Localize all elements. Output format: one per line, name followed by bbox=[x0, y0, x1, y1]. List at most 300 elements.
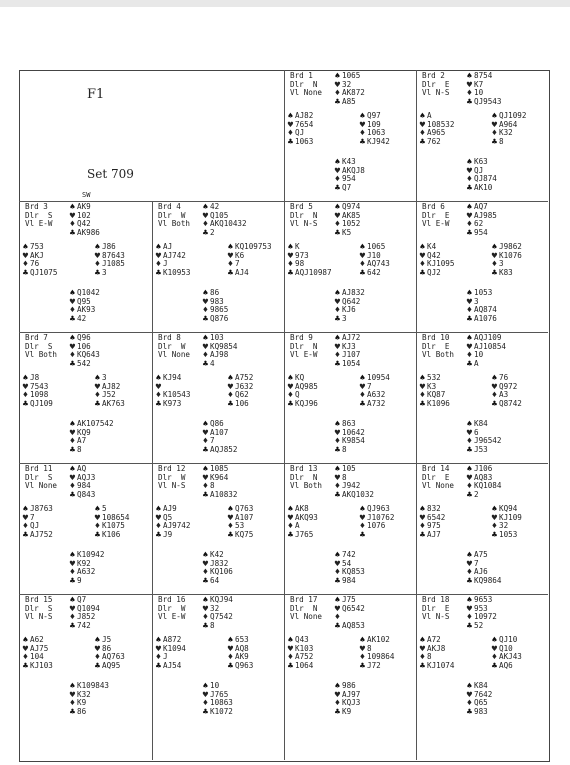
spades-icon: ♠ bbox=[287, 504, 294, 513]
board-number-prefix: Brd bbox=[158, 333, 177, 342]
spades-icon: ♠ bbox=[466, 71, 473, 80]
hearts-icon: ♥ bbox=[334, 472, 341, 482]
east-hand bbox=[490, 112, 526, 146]
suit-cards: A7 bbox=[77, 436, 87, 446]
suit-cards: 3 bbox=[102, 267, 107, 277]
dealer-prefix: Dlr bbox=[290, 341, 313, 351]
suit-cards: 108654 bbox=[102, 512, 130, 522]
suit-cards: J832 bbox=[210, 558, 229, 568]
suit-cards: K4 bbox=[427, 242, 437, 251]
hearts-icon: ♥ bbox=[491, 250, 498, 260]
clubs-icon: ♣ bbox=[287, 660, 294, 670]
diamonds-icon: ♦ bbox=[359, 259, 366, 269]
suit-cards: 6542 bbox=[427, 512, 446, 522]
west-hand bbox=[418, 112, 454, 146]
suit-cards: 109 bbox=[367, 119, 381, 129]
diamonds-icon: ♦ bbox=[94, 521, 101, 531]
suit-line bbox=[490, 662, 522, 671]
spades-icon: ♠ bbox=[69, 333, 76, 342]
spades-icon: ♠ bbox=[334, 550, 341, 559]
suit-line bbox=[201, 491, 237, 500]
suit-cards: Q876 bbox=[210, 313, 229, 323]
suit-cards: 1085 bbox=[210, 464, 229, 473]
spades-icon: ♠ bbox=[466, 595, 473, 604]
dealer-value: N bbox=[312, 210, 318, 220]
east-hand bbox=[93, 243, 125, 277]
spades-icon: ♠ bbox=[69, 288, 76, 297]
suit-cards: AQJ10987 bbox=[295, 267, 332, 277]
board-2 bbox=[418, 72, 550, 203]
diamonds-icon: ♦ bbox=[202, 698, 209, 708]
north-hand bbox=[68, 203, 100, 237]
spades-icon: ♠ bbox=[491, 111, 498, 120]
suit-cards: 7 bbox=[367, 381, 372, 391]
dealer-prefix: Dlr bbox=[290, 210, 313, 220]
hearts-icon: ♥ bbox=[155, 250, 162, 260]
suit-cards: K92 bbox=[77, 558, 91, 568]
vulnerability bbox=[25, 220, 52, 229]
suit-cards: A3 bbox=[499, 390, 509, 400]
sw-label: SW bbox=[82, 191, 91, 199]
board-number-prefix: Brd bbox=[290, 333, 309, 342]
suit-cards: Q1042 bbox=[77, 288, 100, 297]
west-hand bbox=[286, 636, 313, 670]
south-hand bbox=[333, 158, 365, 192]
suit-cards: 86 bbox=[77, 706, 87, 716]
board-17 bbox=[286, 596, 418, 727]
suit-cards: 9 bbox=[77, 575, 82, 585]
suit-line bbox=[21, 531, 53, 540]
hearts-icon: ♥ bbox=[334, 558, 341, 568]
suit-line bbox=[226, 400, 253, 409]
clubs-icon: ♣ bbox=[202, 444, 209, 454]
hearts-icon: ♥ bbox=[419, 512, 426, 522]
dealer-prefix: Dlr bbox=[422, 210, 445, 220]
vulnerability-value: N-S bbox=[171, 481, 186, 491]
diamonds-icon: ♦ bbox=[334, 481, 341, 491]
clubs-icon: ♣ bbox=[227, 529, 234, 539]
suit-cards: Q7542 bbox=[210, 612, 233, 622]
suit-line bbox=[418, 662, 454, 671]
suit-line bbox=[333, 184, 365, 193]
east-hand bbox=[226, 243, 272, 277]
vulnerability-value: N-S bbox=[435, 612, 450, 622]
diamonds-icon: ♦ bbox=[466, 350, 473, 360]
suit-cards: 108532 bbox=[427, 119, 455, 129]
suit-cards: 9865 bbox=[210, 305, 229, 315]
spades-icon: ♠ bbox=[466, 157, 473, 166]
clubs-icon: ♣ bbox=[419, 529, 426, 539]
spades-icon: ♠ bbox=[227, 635, 234, 644]
suit-cards: 10 bbox=[474, 350, 484, 360]
vulnerability-value: E-W bbox=[38, 219, 53, 229]
vulnerability bbox=[422, 89, 449, 98]
clubs-icon: ♣ bbox=[491, 136, 498, 146]
suit-cards: 1076 bbox=[367, 521, 386, 531]
suit-cards: 6 bbox=[474, 427, 479, 437]
hearts-icon: ♥ bbox=[419, 250, 426, 260]
west-hand bbox=[418, 243, 454, 277]
suit-cards: AJ75 bbox=[30, 643, 49, 653]
north-hand bbox=[333, 203, 360, 237]
north-hand bbox=[68, 596, 100, 630]
diamonds-icon: ♦ bbox=[491, 259, 498, 269]
suit-cards: AJ832 bbox=[342, 288, 365, 297]
vulnerability bbox=[158, 613, 185, 622]
board-16 bbox=[154, 596, 286, 727]
east-hand bbox=[358, 112, 390, 146]
suit-cards: A bbox=[474, 358, 479, 368]
suit-cards: 109864 bbox=[367, 652, 395, 662]
vulnerability-value: None bbox=[303, 88, 323, 98]
board-14 bbox=[418, 465, 550, 596]
suit-cards: 7654 bbox=[295, 119, 314, 129]
vulnerability-value: N-S bbox=[38, 612, 53, 622]
suit-line bbox=[226, 531, 253, 540]
suit-line bbox=[465, 491, 501, 500]
diamonds-icon: ♦ bbox=[155, 521, 162, 531]
diamonds-icon: ♦ bbox=[419, 259, 426, 269]
clubs-icon: ♣ bbox=[419, 267, 426, 277]
clubs-icon: ♣ bbox=[202, 575, 209, 585]
clubs-icon: ♣ bbox=[466, 182, 473, 192]
dealer-prefix: Dlr bbox=[158, 472, 181, 482]
diamonds-icon: ♦ bbox=[466, 219, 473, 229]
suit-cards: 42 bbox=[210, 202, 220, 211]
suit-cards: J75 bbox=[342, 595, 356, 604]
diamonds-icon: ♦ bbox=[287, 652, 294, 662]
spades-icon: ♠ bbox=[227, 373, 234, 382]
suit-cards: 103 bbox=[210, 333, 224, 342]
suit-cards: 10 bbox=[474, 88, 484, 98]
suit-line bbox=[465, 446, 501, 455]
dealer-value: N bbox=[312, 341, 318, 351]
suit-cards: A bbox=[295, 521, 300, 531]
west-hand bbox=[154, 505, 190, 539]
diamonds-icon: ♦ bbox=[287, 128, 294, 138]
suit-cards: 1064 bbox=[295, 660, 314, 670]
suit-cards: KQ94 bbox=[499, 504, 518, 513]
suit-cards: AQ95 bbox=[102, 660, 121, 670]
board-number-value: 1 bbox=[308, 71, 313, 80]
board-11 bbox=[21, 465, 153, 596]
dealer-value: E bbox=[444, 210, 450, 220]
suit-cards: K3 bbox=[427, 381, 437, 391]
suit-cards: 2 bbox=[474, 489, 479, 499]
suit-cards: K84 bbox=[474, 419, 488, 428]
dealer-value: S bbox=[47, 472, 53, 482]
suit-cards: 32 bbox=[499, 521, 509, 531]
suit-cards: A752 bbox=[235, 373, 254, 382]
suit-cards: KQ109753 bbox=[235, 242, 272, 251]
clubs-icon: ♣ bbox=[287, 529, 294, 539]
suit-cards: KQ9854 bbox=[210, 341, 238, 351]
suit-cards: J10762 bbox=[367, 512, 395, 522]
clubs-icon: ♣ bbox=[466, 706, 473, 716]
west-hand bbox=[418, 505, 445, 539]
hearts-icon: ♥ bbox=[466, 427, 473, 437]
suit-cards: AK872 bbox=[342, 88, 365, 98]
suit-cards: 1053 bbox=[474, 288, 493, 297]
suit-cards: QJ bbox=[30, 521, 40, 531]
diamonds-icon: ♦ bbox=[287, 390, 294, 400]
vulnerability-prefix: Vl bbox=[422, 350, 436, 360]
hearts-icon: ♥ bbox=[466, 689, 473, 699]
east-hand bbox=[93, 636, 125, 670]
suit-line bbox=[358, 531, 394, 540]
west-hand bbox=[154, 243, 190, 277]
diamonds-icon: ♦ bbox=[466, 436, 473, 446]
clubs-icon: ♣ bbox=[491, 267, 498, 277]
clubs-icon: ♣ bbox=[334, 96, 341, 106]
suit-cards: J96542 bbox=[474, 436, 502, 446]
hearts-icon: ♥ bbox=[287, 381, 294, 391]
suit-cards: 32 bbox=[210, 603, 220, 613]
board-number-value: 5 bbox=[308, 202, 313, 211]
suit-cards: 64 bbox=[210, 575, 220, 585]
diamonds-icon: ♦ bbox=[419, 128, 426, 138]
clubs-icon: ♣ bbox=[69, 444, 76, 454]
suit-cards: KQ106 bbox=[210, 567, 233, 577]
suit-cards: 954 bbox=[342, 174, 356, 184]
suit-cards: J bbox=[163, 652, 168, 662]
board-8 bbox=[154, 334, 286, 465]
dealer-value: E bbox=[444, 603, 450, 613]
vulnerability bbox=[290, 351, 317, 360]
spades-icon: ♠ bbox=[419, 242, 426, 251]
diamonds-icon: ♦ bbox=[22, 521, 29, 531]
board-number-prefix: Brd bbox=[25, 202, 44, 211]
dealer-prefix: Dlr bbox=[158, 341, 181, 351]
suit-cards: 76 bbox=[30, 259, 40, 269]
board-number-prefix: Brd bbox=[422, 333, 441, 342]
suit-line bbox=[93, 269, 125, 278]
diamonds-icon: ♦ bbox=[466, 174, 473, 184]
board-number-value: 6 bbox=[440, 202, 445, 211]
suit-cards: 10 bbox=[210, 681, 220, 690]
suit-cards: 953 bbox=[474, 603, 488, 613]
east-hand bbox=[93, 505, 129, 539]
clubs-icon: ♣ bbox=[94, 267, 101, 277]
board-number-prefix: Brd bbox=[422, 595, 441, 604]
suit-cards: AJ54 bbox=[163, 660, 182, 670]
suit-line bbox=[154, 269, 190, 278]
south-hand bbox=[333, 420, 365, 454]
north-hand bbox=[465, 334, 506, 368]
suit-cards: AQ853 bbox=[342, 620, 365, 630]
suit-cards: QJ109 bbox=[30, 398, 53, 408]
suit-line bbox=[358, 138, 390, 147]
suit-cards: 642 bbox=[367, 267, 381, 277]
east-hand bbox=[490, 243, 522, 277]
suit-cards: AJ10854 bbox=[474, 341, 507, 351]
hearts-icon: ♥ bbox=[419, 381, 426, 391]
spades-icon: ♠ bbox=[419, 373, 426, 382]
south-hand bbox=[465, 551, 501, 585]
suit-cards: 53 bbox=[235, 521, 245, 531]
spades-icon: ♠ bbox=[202, 681, 209, 690]
hearts-icon: ♥ bbox=[491, 512, 498, 522]
suit-cards: AQ874 bbox=[474, 305, 497, 315]
suit-cards: J86 bbox=[102, 242, 116, 251]
dealer-prefix: Dlr bbox=[422, 341, 445, 351]
suit-cards: 1065 bbox=[342, 71, 361, 80]
suit-cards: AK8 bbox=[295, 504, 309, 513]
suit-cards: 4 bbox=[210, 358, 215, 368]
board-number-prefix: Brd bbox=[290, 202, 309, 211]
south-hand bbox=[68, 682, 109, 716]
suit-cards: A107 bbox=[235, 512, 254, 522]
suit-cards: Q42 bbox=[77, 219, 91, 229]
suit-cards: 87643 bbox=[102, 250, 125, 260]
hearts-icon: ♥ bbox=[359, 381, 366, 391]
board-number-prefix: Brd bbox=[25, 595, 44, 604]
suit-cards: Q bbox=[295, 390, 300, 400]
vulnerability-value: N-S bbox=[435, 88, 450, 98]
vulnerability-prefix: Vl bbox=[290, 219, 304, 229]
suit-cards: Q763 bbox=[235, 504, 254, 513]
north-hand bbox=[201, 203, 247, 237]
suit-cards: 653 bbox=[235, 635, 249, 644]
hearts-icon: ♥ bbox=[69, 603, 76, 613]
suit-cards: 1054 bbox=[342, 358, 361, 368]
suit-cards: 5 bbox=[102, 504, 107, 513]
hearts-icon: ♥ bbox=[94, 512, 101, 522]
suit-cards: Q642 bbox=[342, 296, 361, 306]
sheet-info bbox=[20, 71, 282, 202]
spades-icon: ♠ bbox=[69, 202, 76, 211]
suit-cards: K63 bbox=[474, 157, 488, 166]
suit-cards: 8 bbox=[210, 620, 215, 630]
suit-cards: J5 bbox=[102, 635, 112, 644]
set-number: Set 709 bbox=[87, 167, 134, 181]
north-hand bbox=[333, 334, 360, 368]
board-number-value: 14 bbox=[440, 464, 450, 473]
suit-cards: K43 bbox=[342, 157, 356, 166]
suit-cards: 52 bbox=[474, 620, 484, 630]
suit-line bbox=[93, 400, 125, 409]
suit-cards: AQ8 bbox=[235, 643, 249, 653]
west-hand bbox=[286, 243, 332, 277]
clubs-icon: ♣ bbox=[419, 398, 426, 408]
board-18 bbox=[418, 596, 550, 727]
clubs-icon: ♣ bbox=[202, 620, 209, 630]
hearts-icon: ♥ bbox=[419, 119, 426, 129]
diamonds-icon: ♦ bbox=[359, 652, 366, 662]
clubs-icon: ♣ bbox=[22, 398, 29, 408]
east-hand bbox=[490, 505, 522, 539]
dealer-value: E bbox=[444, 79, 450, 89]
vulnerability-value: Both bbox=[171, 219, 191, 229]
vulnerability bbox=[290, 613, 322, 622]
spades-icon: ♠ bbox=[334, 595, 341, 604]
suit-cards: Q843 bbox=[77, 489, 96, 499]
vulnerability-prefix: Vl bbox=[290, 88, 304, 98]
suit-cards: Q7 bbox=[342, 182, 352, 192]
spades-icon: ♠ bbox=[69, 595, 76, 604]
spades-icon: ♠ bbox=[491, 373, 498, 382]
suit-line bbox=[286, 400, 318, 409]
suit-cards: Q7 bbox=[77, 595, 87, 604]
east-hand bbox=[358, 636, 394, 670]
suit-cards: KJ103 bbox=[30, 660, 53, 670]
suit-cards: J765 bbox=[210, 689, 229, 699]
diamonds-icon: ♦ bbox=[334, 698, 341, 708]
suit-cards: AJ72 bbox=[342, 333, 361, 342]
suit-cards: 863 bbox=[342, 419, 356, 428]
clubs-icon: ♣ bbox=[359, 267, 366, 277]
spades-icon: ♠ bbox=[466, 550, 473, 559]
suit-cards: 9653 bbox=[474, 595, 493, 604]
suit-cards: K964 bbox=[210, 472, 229, 482]
suit-cards: AKJ43 bbox=[499, 652, 522, 662]
diamonds-icon: ♦ bbox=[227, 259, 234, 269]
hearts-icon: ♥ bbox=[491, 381, 498, 391]
diamonds-icon: ♦ bbox=[466, 88, 473, 98]
hearts-icon: ♥ bbox=[466, 165, 473, 175]
suit-cards: AQ bbox=[77, 464, 87, 473]
spades-icon: ♠ bbox=[202, 202, 209, 211]
clubs-icon: ♣ bbox=[227, 267, 234, 277]
suit-cards: 76 bbox=[499, 373, 509, 382]
diamonds-icon: ♦ bbox=[22, 652, 29, 662]
suit-cards: AKQ93 bbox=[295, 512, 318, 522]
board-number-value: 10 bbox=[440, 333, 450, 342]
diamonds-icon: ♦ bbox=[491, 128, 498, 138]
north-hand bbox=[465, 72, 501, 106]
suit-cards: K42 bbox=[210, 550, 224, 559]
dealer-value: W bbox=[180, 210, 186, 220]
spades-icon: ♠ bbox=[94, 504, 101, 513]
vulnerability-prefix: Vl bbox=[290, 481, 304, 491]
suit-line bbox=[333, 577, 365, 586]
diamonds-icon: ♦ bbox=[334, 567, 341, 577]
vulnerability-value: None bbox=[435, 481, 455, 491]
west-hand bbox=[21, 505, 53, 539]
board-number-value: 18 bbox=[440, 595, 450, 604]
suit-cards: 984 bbox=[77, 481, 91, 491]
spades-icon: ♠ bbox=[287, 373, 294, 382]
suit-line bbox=[201, 315, 228, 324]
vulnerability bbox=[422, 351, 454, 360]
vulnerability-value: Both bbox=[435, 350, 455, 360]
suit-cards: 1065 bbox=[367, 242, 386, 251]
suit-cards: K7 bbox=[474, 79, 484, 89]
suit-cards: AKJ bbox=[30, 250, 44, 260]
east-hand bbox=[358, 505, 394, 539]
spades-icon: ♠ bbox=[491, 504, 498, 513]
dealer-value: N bbox=[312, 603, 318, 613]
north-hand bbox=[68, 334, 100, 368]
dealer-prefix: Dlr bbox=[422, 79, 445, 89]
north-hand bbox=[465, 596, 497, 630]
suit-cards: Q97 bbox=[367, 111, 381, 120]
board-number-prefix: Brd bbox=[422, 464, 441, 473]
dealer-value: E bbox=[444, 341, 450, 351]
hearts-icon: ♥ bbox=[491, 119, 498, 129]
east-hand bbox=[490, 374, 522, 408]
suit-cards: 7 bbox=[210, 436, 215, 446]
suit-line bbox=[418, 400, 450, 409]
suit-cards: 10954 bbox=[367, 373, 390, 382]
board-number-prefix: Brd bbox=[422, 202, 441, 211]
diamonds-icon: ♦ bbox=[466, 612, 473, 622]
clubs-icon: ♣ bbox=[287, 398, 294, 408]
diamonds-icon: ♦ bbox=[69, 698, 76, 708]
clubs-icon: ♣ bbox=[466, 96, 473, 106]
clubs-icon: ♣ bbox=[202, 489, 209, 499]
hearts-icon: ♥ bbox=[94, 643, 101, 653]
